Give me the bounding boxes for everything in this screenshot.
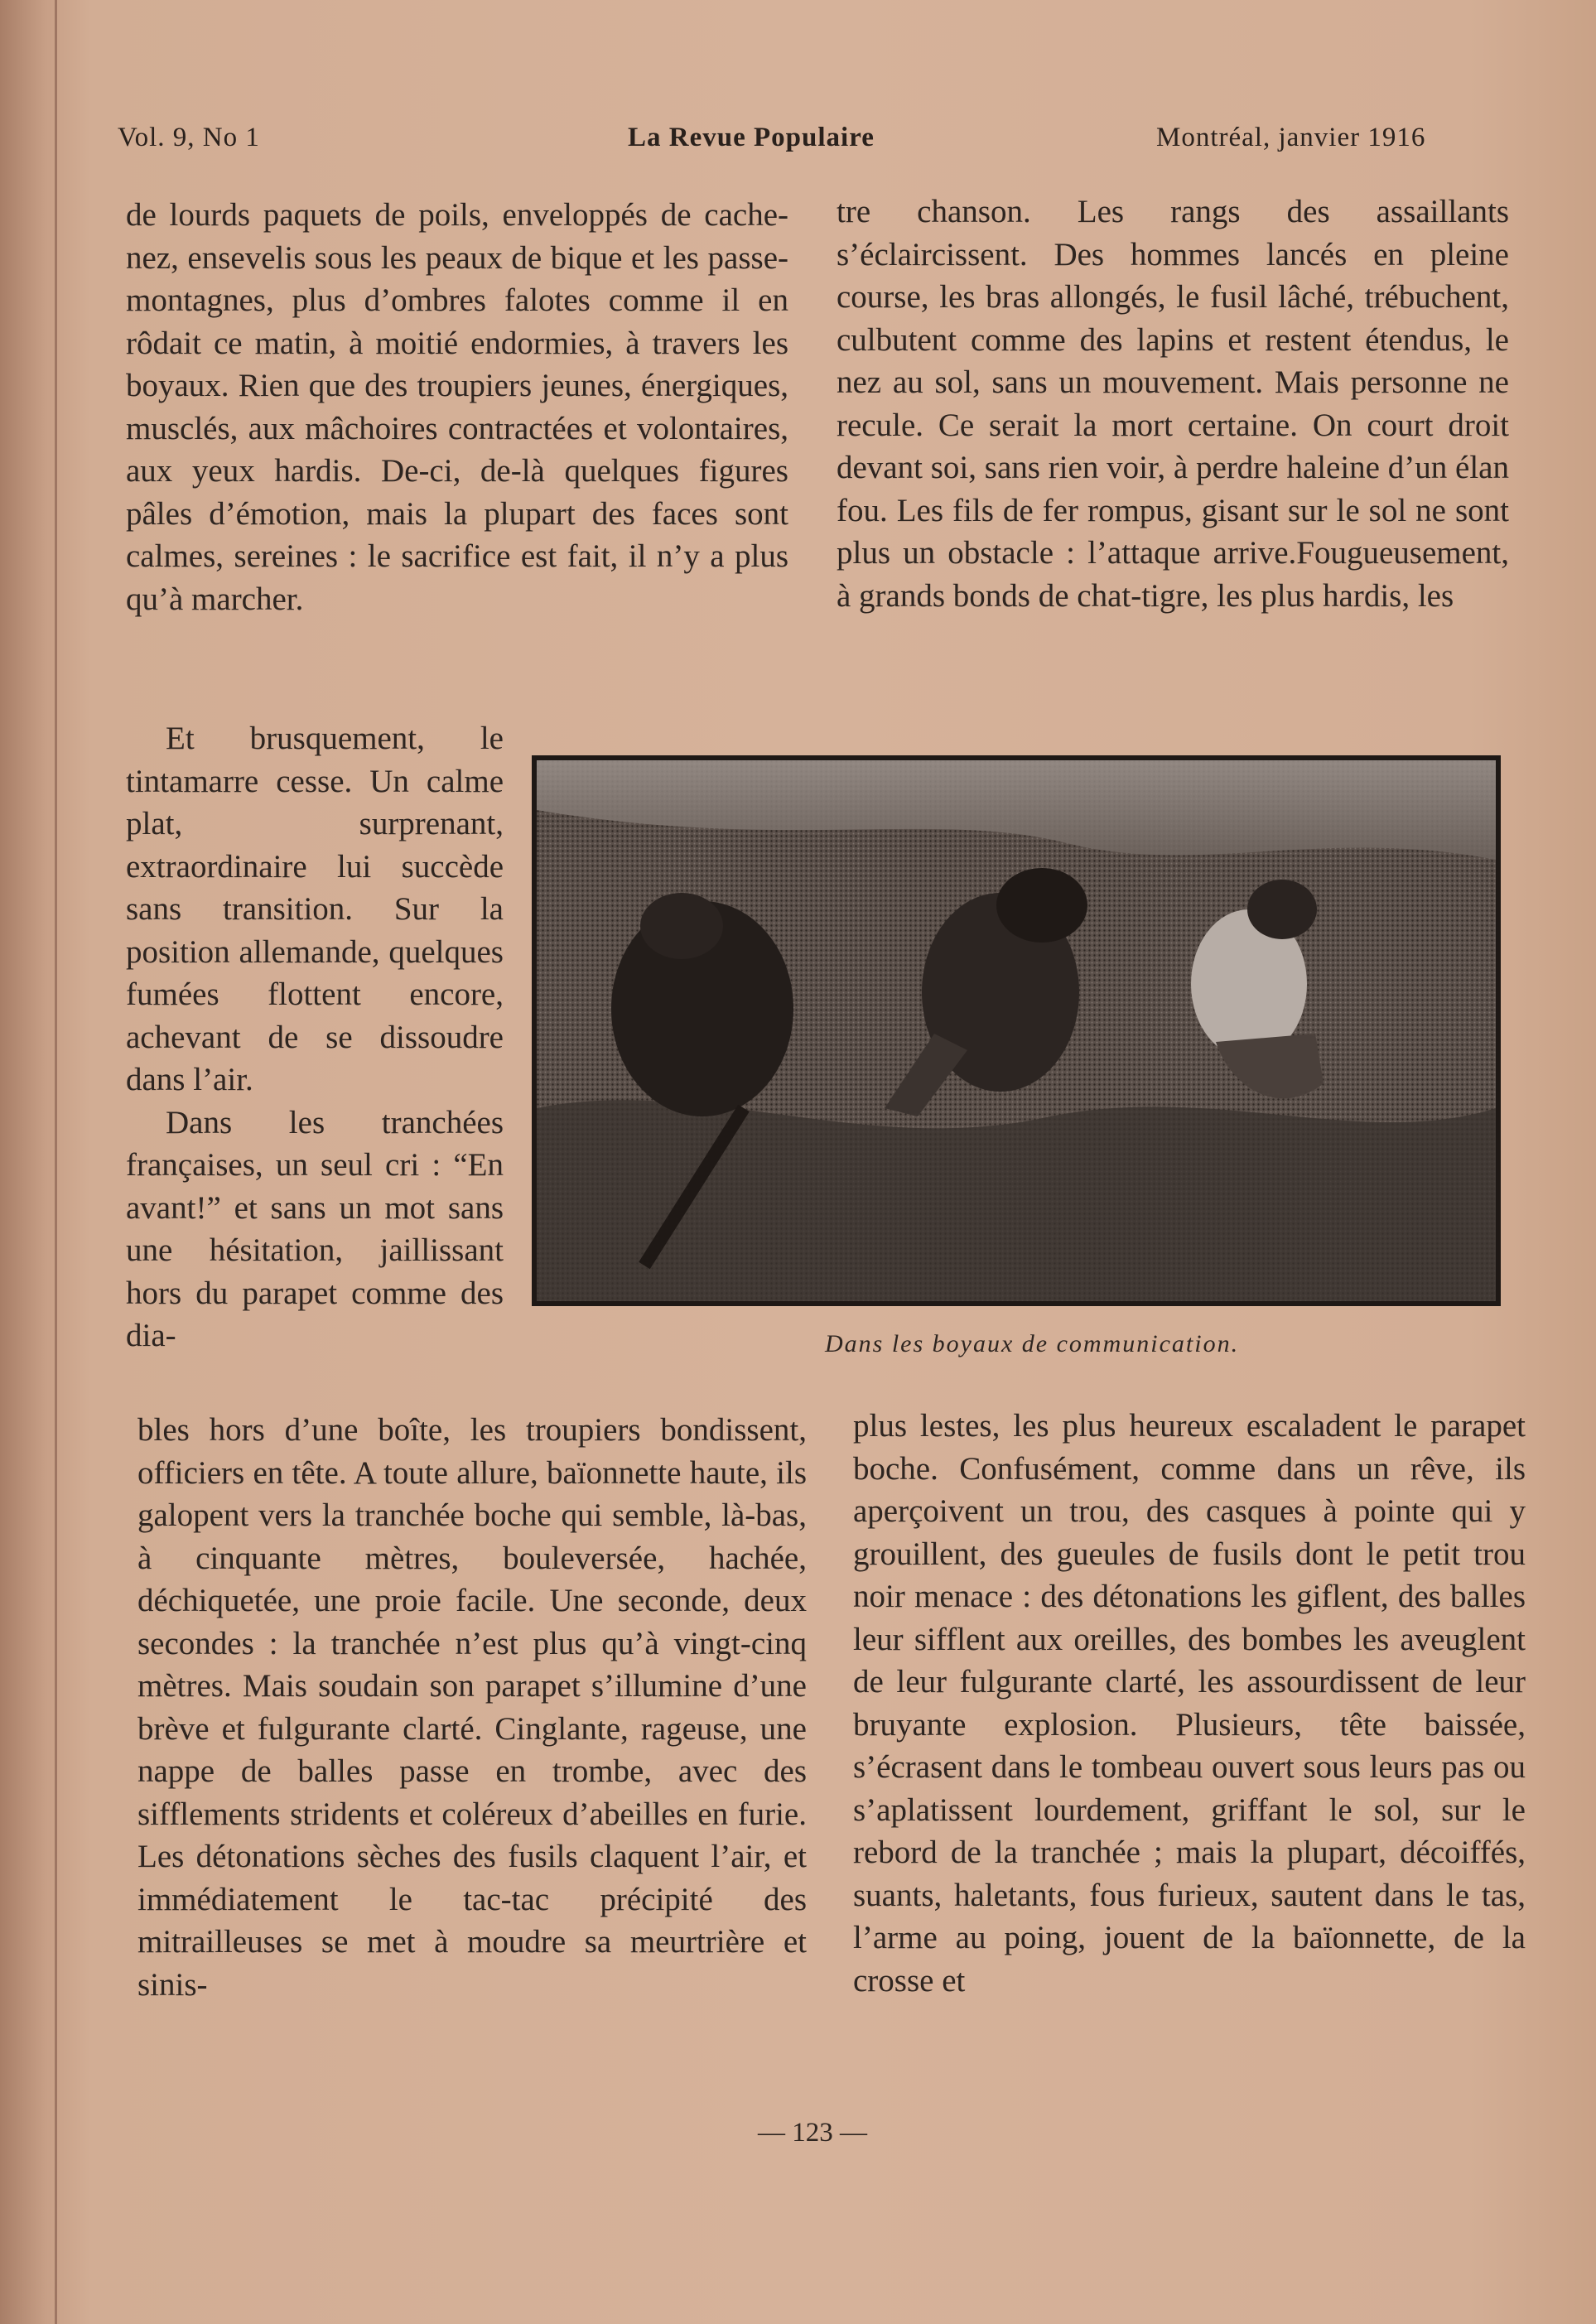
column-left-wrap xyxy=(126,717,504,1357)
paragraph: bles hors d’une boîte, les troupiers bondissent, officiers en tête. A toute allure, baïonnette haute, ils galopent vers la tranchée boche qui semble, là-bas, à cinquante mètres, bouleversée, hachée, déchiquetée, une proie facile. Une seconde, deux secondes : la tranchée n’est plus qu’à vingt-cinq mètres. Mais soudain son parapet s’illumine d’une brève et fulgurante clarté. Cinglante, rageuse, une nappe de balles passe en trombe, avec des sifflements stridents et coléreux d’abeilles en furie. Les détonations sèches des fusils claquent l’air, et immédiatement le tac-tac précipité des mitrailleuses se met à moudre sa meurtrière et sinis- xyxy=(137,1412,807,2003)
paragraph: de lourds paquets de poils, enveloppés de cache-nez, ensevelis sous les peaux de bique et les passe-montagnes, plus d’ombres falotes comme il en rôdait ce matin, à moitié endormies, à travers les boyaux. Rien que des troupiers jeunes, énergiques, musclés, aux mâchoires contractées et volontaires, aux yeux hardis. De-ci, de-là quelques figures pâles d’émotion, mais la plupart des faces sont calmes, sereines : le sacrifice est fait, il n’y a plus qu’à marcher. xyxy=(126,197,788,617)
dateline: Montréal, janvier 1916 xyxy=(1156,123,1426,152)
publication-title: La Revue Populaire xyxy=(628,123,875,152)
column-right-bottom xyxy=(853,1405,1526,2002)
column-right-top xyxy=(837,190,1509,617)
paragraph: tre chanson. Les rangs des assaillants s’éclaircissent. Des hommes lancés en pleine course, les bras allongés, le fusil lâché, trébuchent, culbutent comme des lapins et restent étendus, le nez au sol, sans un mouvement. Mais personne ne recule. Ce serait la mort certaine. On court droit devant soi, sans rien voir, à perdre haleine d’un élan fou. Les fils de fer rompus, gisant sur le sol ne sont plus un obstacle : l’attaque arrive.Fougueusement, à grands bonds de chat-tigre, les plus hardis, les xyxy=(837,194,1509,614)
paragraph: Et brusquement, le tintamarre cesse. Un calme plat, surprenant, extraordinaire lui succède sans transition. Sur la position allemande, quelques fumées flottent encore, achevant de se dissoudre dans l’air. xyxy=(126,721,504,1097)
volume-number: Vol. 9, No 1 xyxy=(118,123,260,152)
column-left-top xyxy=(126,194,788,620)
photo-image xyxy=(537,760,1496,1301)
paragraph: Dans les tranchées françaises, un seul cri : “En avant!” et sans un mot sans une hésitation, jaillissant hors du parapet comme des dia- xyxy=(126,1104,504,1353)
paragraph: plus lestes, les plus heureux escaladent le parapet boche. Confusément, comme dans un rêve, ils aperçoivent un trou, des casques à pointe qui y grouillent, des gueules de fusils dont le petit trou noir menace : des détonations les giflent, des balles leur sifflent aux oreilles, des bombes les aveuglent de leur fulgurante clarté, les assourdissent de leur bruyante explosion. Plusieurs, tête baissée, s’écrasent dans le tombeau ouvert sous leurs pas ou s’aplatissent lourdement, griffant le sol, sur le rebord de la tranchée ; mais la plupart, décoiffés, suants, haletants, fous furieux, sautent dans le tas, l’arme au poing, jouent de la baïonnette, de la crosse et xyxy=(853,1408,1526,1999)
binding-gutter xyxy=(55,0,57,2324)
column-left-bottom xyxy=(137,1409,807,2006)
photo-caption: Dans les boyaux de communication. xyxy=(825,1330,1240,1357)
page-number: — 123 — xyxy=(758,2118,867,2148)
trench-photograph xyxy=(532,755,1501,1306)
